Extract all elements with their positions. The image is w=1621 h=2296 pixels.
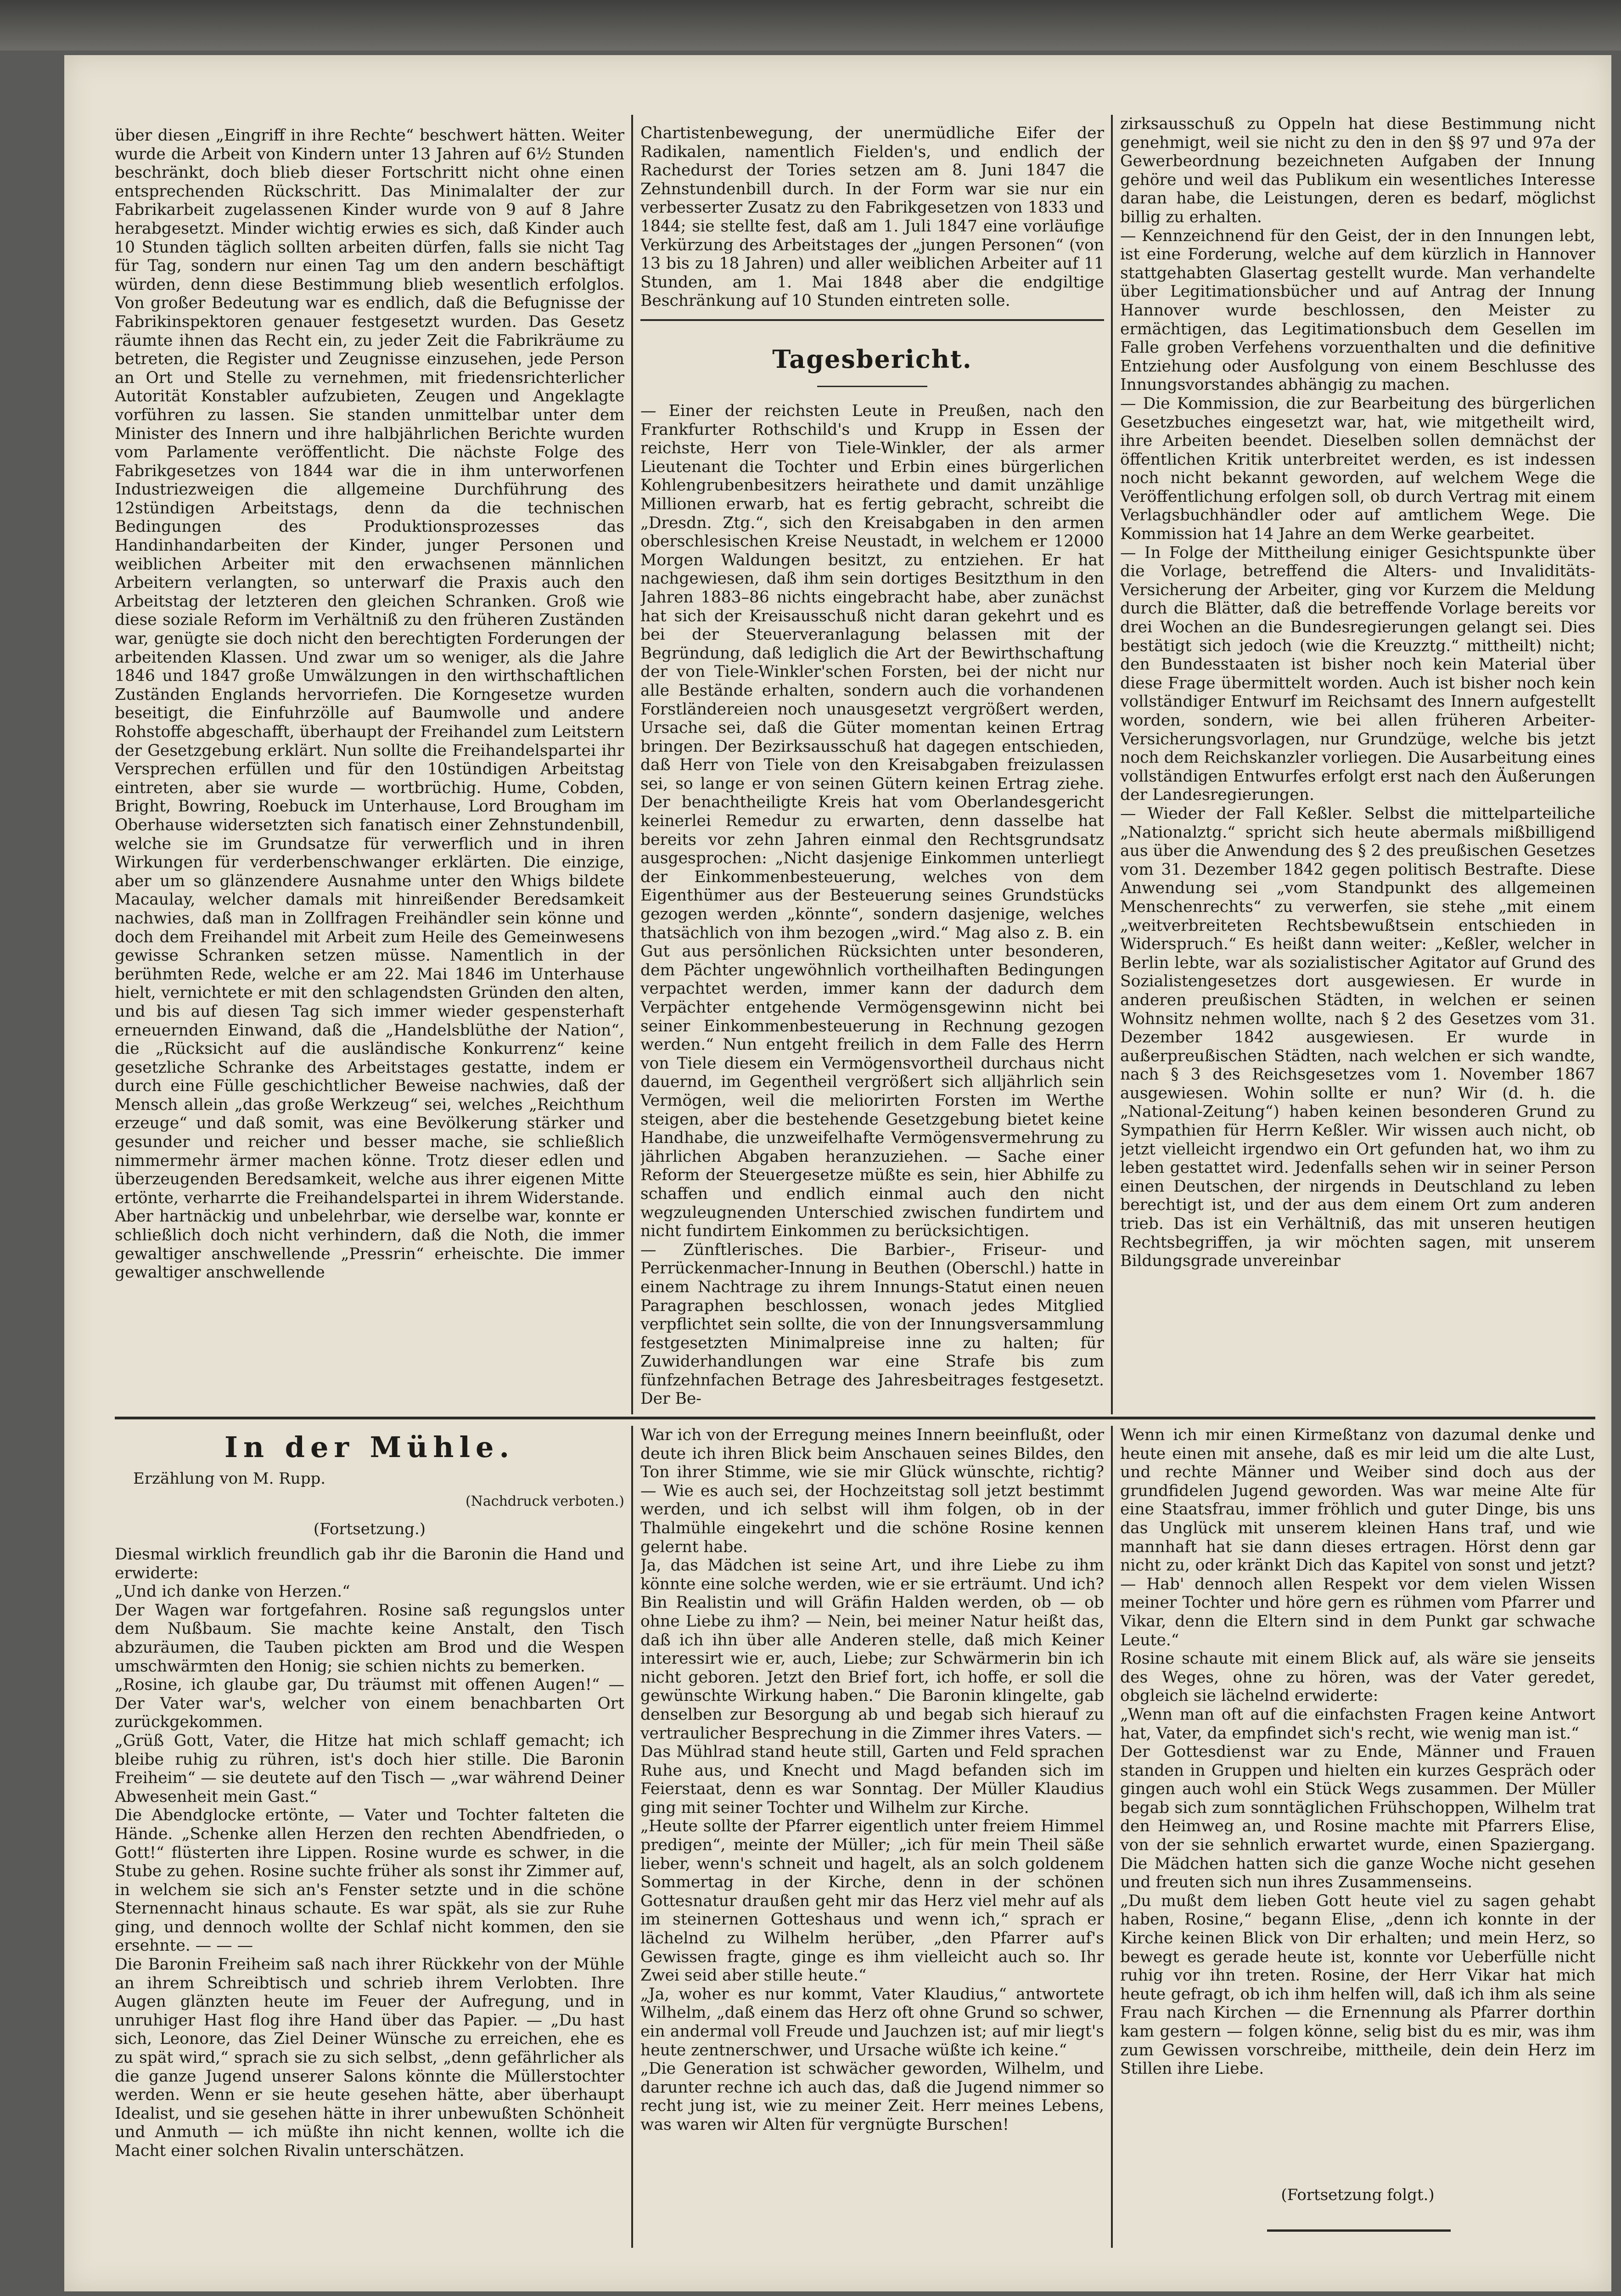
upper-col1-text: über diesen „Eingriff in ihre Rechte“ beschwert hätten. Weiter wurde die Arbeit von Kindern unter 13 Jahren auf 6½ Stunden beschränkt, doch blieb dieser Fortschritt nicht ohne einen entsprechenden Rückschritt. Das Minimalalter der zur Fabrikarbeit zugelassenen Kinder wurde von 9 auf 8 Jahre herabgesetzt. Minder wichtig erwies es sich, daß Kinder auch 10 Stunden täglich sollten arbeiten dürfen, falls sie nicht Tag für Tag, sondern nur einen Tag um den andern beschäftigt würden, denn diese Bestimmung blieb wesentlich erfolglos. Von großer Bedeutung war es endlich, daß die Befugnisse der Fabrikinspektoren genauer festgesetzt wurden. Das Gesetz räumte ihnen das Recht ein, zu jeder Zeit die Fabrikräume zu betreten, die Register und Zeugnisse einzusehen, jede Person an Ort und Stelle zu vernehmen, mit friedensrichterlicher Autorität Konstabler aufzubieten, Zeugen und Angeklagte vorführen zu lassen. Sie standen unmittelbar unter dem Minister des Innern und ihre halbjährlichen Berichte wurden vom Parlamente veröffentlicht. Die nächste Folge des Fabrikgesetzes von 1844 war die in ihm unterworfenen Industriezweigen die allgemeine Durchführung des 12stündigen Arbeitstags, denn da die technischen Bedingungen des Produktionsprozesses das Handinhandarbeiten der Kinder, junger Personen und weiblichen Arbeiter mit den erwachsenen männlichen Arbeitern verlangten, so unterwarf die Praxis auch den Arbeitstag der letzteren den gleichen Schranken. Groß wie diese soziale Reform im Verhältniß zu den früheren Zuständen war, genügte sie doch nicht den berechtigten Forderungen der arbeitenden Klassen. Und zwar um so weniger, als die Jahre 1846 und 1847 große Umwälzungen in den wirthschaftlichen Zuständen Englands hervorriefen. Die Korngesetze wurden beseitigt, die Einfuhrzölle auf Baumwolle und andere Rohstoffe abgeschafft, überhaupt der Freihandel zum Leitstern der Gesetzgebung erklärt. Nun sollte die Freihandelspartei ihr Versprechen erfüllen und für den 10stündigen Arbeitstag eintreten, aber sie wurde — wortbrüchig. Hume, Cobden, Bright, Bowring, Roebuck im Unterhause, Lord Brougham im Oberhause widersetzten sich fanatisch einer Zehnstundenbill, welche sie im Grundsatze für verwerflich und in ihren Wirkungen für verderbenschwanger erklärten. Die einzige, aber um so glänzendere Ausnahme unter den Whigs bildete Macaulay, welcher damals mit hinreißender Beredsamkeit nachwies, daß man in Zollfragen Freihändler sein könne und doch dem Freihandel mit Arbeit zum Heile des Gemeinwesens gewisse Schranken setzen müsse. Namentlich in der berühmten Rede, welche er am 22. Mai 1846 im Unterhause hielt, vernichtete er mit den schlagendsten Gründen den alten, und bis auf diesen Tag sich immer wieder gespensterhaft erneuernden Einwand, daß die „Handelsblüthe der Nation“, die „Rücksicht auf die ausländische Konkurrenz“ keine gesetzliche Schranke des Arbeitstages gestatte, indem er durch eine Fülle geschichtlicher Beweise nachwies, daß der Mensch allein „das große Werkzeug“ sei, welches „Reichthum erzeuge“ und daß somit, was eine Bevölkerung stärker und gesunder und reicher und besser mache, sie schließlich nimmermehr ärmer machen könne. Trotz dieser edlen und überzeugenden Beredsamkeit, welche aus ihrer eigenen Mitte ertönte, verharrte die Freihandelspartei in ihrem Widerstande. Aber hartnäckig und unbelehrbar, wie derselbe war, konnte er schließlich doch nicht verhindern, daß die Noth, die immer gewaltiger anschwellende „Pressrin“ erheischte. Die immer gewaltiger anschwellende bbox=[115, 126, 624, 1282]
section-title-underline bbox=[817, 386, 927, 387]
story-author: Erzählung von M. Rupp. bbox=[133, 1469, 326, 1488]
lower-col1-text: Diesmal wirklich freundlich gab ihr die Baronin die Hand und erwiderte: „Und ich danke von Herzen.“ Der Wagen war fortgefahren. Rosine saß regungslos unter dem Nußbaum. Sie machte keine Anstalt, den Tisch abzuräumen, die Tauben pickten am Brod und die Wespen umschwärmten den Honig; sie schien nichts zu bemerken. „Rosine, ich glaube gar, Du träumst mit offenen Augen!“ — Der Vater war's, welcher von einem benachbarten Ort zurückgekommen. „Grüß Gott, Vater, die Hitze hat mich schlaff gemacht; ich bleibe ruhig zu rühren, ist's doch hier stille. Die Baronin Freiheim“ — sie deutete auf den Tisch — „war während Deiner Abwesenheit mein Gast.“ Die Abendglocke ertönte, — Vater und Tochter falteten die Hände. „Schenke allen Herzen den rechten Abendfrieden, o Gott!“ flüsterten ihre Lippen. Rosine wurde es schwer, in die Stube zu gehen. Rosine suchte früher als sonst ihr Zimmer auf, in welchem sie sich an's Fenster setzte und in die schöne Sternennacht hinaus schaute. Es war spät, als sie zur Ruhe ging, und dennoch wollte der Schlaf nicht kommen, den sie ersehnte. — — — Die Baronin Freiheim saß nach ihrer Rückkehr von der Mühle an ihrem Schreibtisch und schrieb ihrem Verlobten. Ihre Augen glänzten heute im Feuer der Aufregung, und in unruhiger Hast flog ihre Hand über das Papier. — „Du hast sich, Leonore, das Ziel Deiner Wünsche zu erreichen, ehe es zu spät wird,“ sprach sie zu sich selbst, „denn gefährlicher als die ganze Jugend unserer Salons könnte die Müllerstochter werden. Wenn er sie heute gesehen hätte, aber überhaupt Idealist, und sie gesehen hätte in ihrer unbewußten Schönheit und Anmuth — ich müßte ihn nicht kennen, wollte ich die Macht einer solchen Rivalin unterschätzen. bbox=[115, 1545, 624, 2160]
to-be-continued-label: (Fortsetzung folgt.) bbox=[1281, 2186, 1435, 2204]
lower-divider-2 bbox=[1111, 1426, 1113, 2248]
newspaper-page bbox=[64, 55, 1611, 2291]
story-title: In der Mühle. bbox=[224, 1430, 515, 1464]
upper-col2-intro-text: Chartistenbewegung, der unermüdliche Eifer der Radikalen, namentlich Fielden's, und endlich der Rachedurst der Tories setzen am 8. Juni 1847 die Zehnstundenbill durch. In der Form war sie nur ein verbesserter Zusatz zu den Fabrikgesetzen von 1833 und 1844; sie stellte fest, daß am 1. Juli 1847 eine vorläufige Verkürzung des Arbeitstages der „jungen Personen“ (von 13 bis zu 18 Jahren) und aller weiblichen Arbeiter auf 11 Stunden, am 1. Mai 1848 aber die endgiltige Beschränkung auf 10 Stunden eintreten solle. bbox=[640, 124, 1104, 310]
upper-divider-1 bbox=[631, 115, 633, 1414]
section-title-tagesbericht: Tagesbericht. bbox=[772, 344, 972, 374]
lower-column-3 bbox=[1120, 1426, 1595, 2179]
scan-top-edge bbox=[0, 0, 1621, 51]
lower-col2-text: War ich von der Erregung meines Innern beeinflußt, oder deute ich ihren Blick beim Anschauen seines Bildes, den Ton ihrer Stimme, wie sie mir Glück wünschte, richtig? — Wie es auch sei, der Hochzeitstag soll jetzt bestimmt werden, und ich selbst will ihm folgen, ob in der Thalmühle eingekehrt und die schöne Rosine kennen gelernt habe. Ja, das Mädchen ist seine Art, und ihre Liebe zu ihm könnte eine solche werden, wie er sie erträumt. Und ich? Bin Realistin und will Gräfin Halden werden, ob — ob ohne Liebe zu ihm? — Nein, bei meiner Natur heißt das, daß ich ihn über alle Anderen stelle, daß mich Keiner interessirt wie er, auch, Liebe; zur Schwärmerin bin ich nicht geboren. Jetzt den Brief fort, ich hoffe, er soll die gewünschte Wirkung haben.“ Die Baronin klingelte, gab denselben zur Besorgung ab und begab sich hierauf zu vertraulicher Besprechung in die Zimmer ihres Vaters. — Das Mühlrad stand heute still, Garten und Feld sprachen Ruhe aus, und Knecht und Magd befanden sich im Feierstaat, denn es war Sonntag. Der Müller Klaudius ging mit seiner Tochter und Wilhelm zur Kirche. „Heute sollte der Pfarrer eigentlich unter freiem Himmel predigen“, meinte der Müller; „ich für mein Theil säße lieber, wenn's schneit und hagelt, als an solch goldenem Sommertag in der Kirche, denn in der schönen Gottesnatur draußen geht mir das Herz viel mehr auf als im steinernen Gotteshaus und wenn ich,“ sprach er lächelnd zu Wilhelm herüber, „den Pfarrer auf's Gewissen fragte, ginge es ihm vielleicht auch so. Ihr Zwei seid aber stille heute.“ „Ja, woher es nur kommt, Vater Klaudius,“ antwortete Wilhelm, „daß einem das Herz oft ohne Grund so schwer, ein andermal voll Freude und Jauchzen ist; auf mir liegt's heute zentnerschwer, und Ursache wüßte ich keine.“ „Die Generation ist schwächer geworden, Wilhelm, und darunter rechne ich auch das, daß die Jugend nimmer so recht jung ist, wie zu meiner Zeit. Herr meines Lebens, was waren wir Alten für vergnügte Burschen! bbox=[640, 1426, 1104, 2134]
upper-column-3 bbox=[1120, 115, 1595, 1412]
reprint-notice: (Nachdruck verboten.) bbox=[465, 1493, 624, 1509]
upper-col2-body-text: — Einer der reichsten Leute in Preußen, nach den Frankfurter Rothschild's und Krupp in Essen der reichste, Herr von Tiele-Winkler, der als armer Lieutenant die Tochter und Erbin eines bürgerlichen Kohlengrubenbesitzers heirathete und damit unzählige Millionen erwarb, hat es fertig gebracht, schreibt die „Dresdn. Ztg.“, sich den Kreisabgaben in den armen oberschlesischen Kreise Neustadt, in welchem er 12000 Morgen Waldungen besitzt, zu entziehen. Er hat nachgewiesen, daß ihm sein dortiges Besitzthum in den Jahren 1883–86 nichts eingebracht habe, aber zunächst hat sich der Kreisausschuß nicht daran gekehrt und es bei der Steuerveranlagung belassen mit der Begründung, daß lediglich die Art der Bewirthschaftung der von Tiele-Winkler'schen Forsten, bei der nicht nur alle Bestände erhalten, sondern auch die vorhandenen Forstländereien noch unausgesetzt vergrößert werden, Ursache sei, daß die Güter momentan keinen Ertrag bringen. Der Bezirksausschuß hat dagegen entschieden, daß Herr von Tiele von den Kreisabgaben freizulassen sei, so lange er von seinen Gütern keinen Ertrag ziehe. Der benachtheiligte Kreis hat vom Oberlandesgericht keinerlei Remedur zu erwarten, denn dasselbe hat bereits vor zehn Jahren einmal den Rechtsgrundsatz ausgesprochen: „Nicht dasjenige Einkommen unterliegt der Einkommenbesteuerung, welches von dem Eigenthümer aus der Besteuerung seines Grundstücks gezogen werden „könnte“, sondern dasjenige, welches thatsächlich von ihm bezogen „wird.“ Mag also z. B. ein Gut aus persönlichen Rücksichten unter besonderen, dem Pächter ungewöhnlich vortheilhaften Bedingungen verpachtet werden, immer kann der dadurch dem Verpächter entgehende Vermögensgewinn nicht bei seiner Einkommenbesteuerung in Rechnung gezogen werden.“ Nun entgeht freilich in dem Falle des Herrn von Tiele diesem ein Vermögensvortheil durchaus nicht dauernd, im Gegentheil vergrößert sich alljährlich sein Vermögen, weil die meliorirten Forsten im Werthe steigen, aber die bestehende Gesetzgebung bietet keine Handhabe, die unzweifelhafte Vermögensvermehrung zu jährlichen Abgaben heranzuziehen. — Sache einer Reform der Steuergesetze müßte es sein, hier Abhilfe zu schaffen und endlich einmal auch den nicht wegzuleugnenden Unterschied zwischen fundirtem und nicht fundirtem Einkommen zu berücksichtigen. — Zünftlerisches. Die Barbier-, Friseur- und Perrückenmacher-Innung in Beuthen (Oberschl.) hatte in einem Nachtrage zu ihrem Innungs-Statut einen neuen Paragraphen beschlossen, wonach jedes Mitglied verpflichtet sein sollte, die von der Innungsversammlung festgesetzten Minimalpreise inne zu halten; für Zuwiderhandlungen war eine Strafe bis zum fünfzehnfachen Betrage des Jahresbeitrages festgesetzt. Der Be- bbox=[640, 402, 1104, 1408]
upper-column-1 bbox=[115, 126, 624, 1401]
upper-col3-text: zirksausschuß zu Oppeln hat diese Bestimmung nicht genehmigt, weil sie nicht zu den in den §§ 97 und 97a der Gewerbeordnung bezeichneten Aufgaben der Innung gehöre und weil das Publikum ein wesentliches Interesse daran habe, die Leistungen, deren es bedarf, möglichst billig zu erhalten. — Kennzeichnend für den Geist, der in den Innungen lebt, ist eine Forderung, welche auf dem kürzlich in Hannover stattgehabten Glasertag gestellt wurde. Man verhandelte über Legitimationsbücher und auf Antrag der Innung Hannover wurde beschlossen, den Meister zu ermächtigen, das Legitimationsbuch dem Gesellen im Falle groben Verfehens vorzuenthalten und die definitive Entziehung oder Ausfolgung von einem Beschlusse des Innungsvorstandes abhängig zu machen. — Die Kommission, die zur Bearbeitung des bürgerlichen Gesetzbuches eingesetzt war, hat, wie mitgetheilt wird, ihre Arbeiten beendet. Dieselben sollen demnächst der öffentlichen Kritik unterbreitet werden, es ist indessen noch nicht bekannt geworden, auf welchem Wege die Veröffentlichung erfolgen soll, ob durch Vertrag mit einem Verlagsbuchhändler oder auf amtlichem Wege. Die Kommission hat 14 Jahre an dem Werke gearbeitet. — In Folge der Mittheilung einiger Gesichtspunkte über die Vorlage, betreffend die Alters- und Invaliditäts-Versicherung der Arbeiter, ging vor Kurzem die Meldung durch die Blätter, daß die betreffende Vorlage bereits vor drei Wochen an die Bundesregierungen gelangt sei. Dies bestätigt sich jedoch (wie die Kreuzztg.“ mittheilt) nicht; den Bundesstaaten ist bisher noch kein Material über diese Frage übermittelt worden. Auch ist bisher noch kein vollständiger Entwurf im Reichsamt des Innern aufgestellt worden, sondern, wie bei allen früheren Arbeiter-Versicherungsvorlagen, nur Grundzüge, welche bis jetzt noch dem Reichskanzler vorliegen. Die Ausarbeitung eines vollständigen Entwurfes erfolgt erst nach den Äußerungen der Landesregierungen. — Wieder der Fall Keßler. Selbst die mittelparteiliche „Nationalztg.“ spricht sich heute abermals mißbilligend aus über die Anwendung des § 2 des preußischen Gesetzes vom 31. Dezember 1842 gegen politisch Bestrafte. Diese Anwendung sei „vom Standpunkt des allgemeinen Menschenrechts“ zu verwerfen, sie stehe „mit einem „weitverbreiteten Rechtsbewußtsein entschieden in Widerspruch.“ Es heißt dann weiter: „Keßler, welcher in Berlin lebte, war als sozialistischer Agitator auf Grund des Sozialistengesetzes dort ausgewiesen. Er wurde in anderen preußischen Städten, in welchen er seinen Wohnsitz nehmen wollte, nach § 2 des Gesetzes vom 31. Dezember 1842 ausgewiesen. Er wurde in außerpreußischen Städten, nach welchen er sich wandte, nach § 3 des Reichsgesetzes vom 1. November 1867 ausgewiesen. Wohin sollte er nun? Wir (d. h. die „National-Zeitung“) haben keinen besonderen Grund zu Sympathien für Herrn Keßler. Wir wissen auch nicht, ob jetzt vielleicht irgendwo ein Ort gefunden hat, wo ihm zu leben gestattet wird. Jedenfalls sehen wir in seiner Person einen Deutschen, der nirgends in Deutschland zu leben berechtigt ist, und der aus dem einem Ort zum anderen trieb. Das ist ein Verhältniß, das mit unseren heutigen Rechtsbegriffen, ja wir möchten sagen, mit unserem Bildungsgrade unvereinbar bbox=[1120, 115, 1595, 1271]
continuation-label: (Fortsetzung.) bbox=[313, 1520, 426, 1538]
lower-divider-1 bbox=[631, 1426, 633, 2248]
upper-divider-2 bbox=[1111, 115, 1113, 1414]
end-rule bbox=[1267, 2229, 1451, 2232]
lower-column-2 bbox=[640, 1426, 1104, 2239]
upper-column-2-top bbox=[640, 124, 1104, 310]
upper-column-2-body bbox=[640, 402, 1104, 1412]
feuilleton-divider-line bbox=[115, 1417, 1595, 1419]
upper-col2-rule bbox=[640, 319, 1104, 321]
lower-column-1 bbox=[115, 1545, 624, 2239]
lower-col3-text: Wenn ich mir einen Kirmeßtanz von dazumal denke und heute einen mit ansehe, daß es mir leid um die alte Lust, und rechte Männer und Weiber sind doch aus der grundfidelen Jugend geworden. Was war meine Alte für eine Staatsfrau, immer fröhlich und guter Dinge, bis uns das Unglück mit unserem kleinen Hans traf, und wie mannhaft hat sie dann dieses ertragen. Hörst denn gar nicht zu, oder kränkt Dich das Kapitel von sonst und jetzt? — Hab' dennoch allen Respekt vor dem vielen Wissen meiner Tochter und höre gern es rühmen vom Pfarrer und Vikar, denn die Eltern sind in dem Punkt gar schwache Leute.“ Rosine schaute mit einem Blick auf, als wäre sie jenseits des Weges, ohne zu hören, was der Vater geredet, obgleich sie lächelnd erwiderte: „Wenn man oft auf die einfachsten Fragen keine Antwort hat, Vater, da empfindet sich's recht, wie wenig man ist.“ Der Gottesdienst war zu Ende, Männer und Frauen standen in Gruppen und hielten ein kurzes Gespräch oder gingen auch wohl ein Stück Wegs zusammen. Der Müller begab sich zum sonntäglichen Frühschoppen, Wilhelm trat den Heimweg an, und Rosine machte mit Pfarrers Elise, von der sie sehnlich erwartet wurde, einen Spaziergang. Die Mädchen hatten sich die ganze Woche nicht gesehen und freuten sich nun ihres Zusammenseins. „Du mußt dem lieben Gott heute viel zu sagen gehabt haben, Rosine,“ begann Elise, „denn ich konnte in der Kirche keinen Blick von Dir erhalten; und mein Herz, so bewegt es gerade heute ist, konnte vor Ueberfülle nicht ruhig vor ihn treten. Rosine, der Herr Vikar hat mich heute gefragt, ob ich ihm helfen will, daß ich ihm als seine Frau nach Kirchen — die Ernennung als Pfarrer dorthin kam gestern — folgen könne, selig bist du es mir, was ihm zum Gewissen vorschreibe, mittheile, dein dein Herz im Stillen ihre Liebe. bbox=[1120, 1426, 1595, 2078]
